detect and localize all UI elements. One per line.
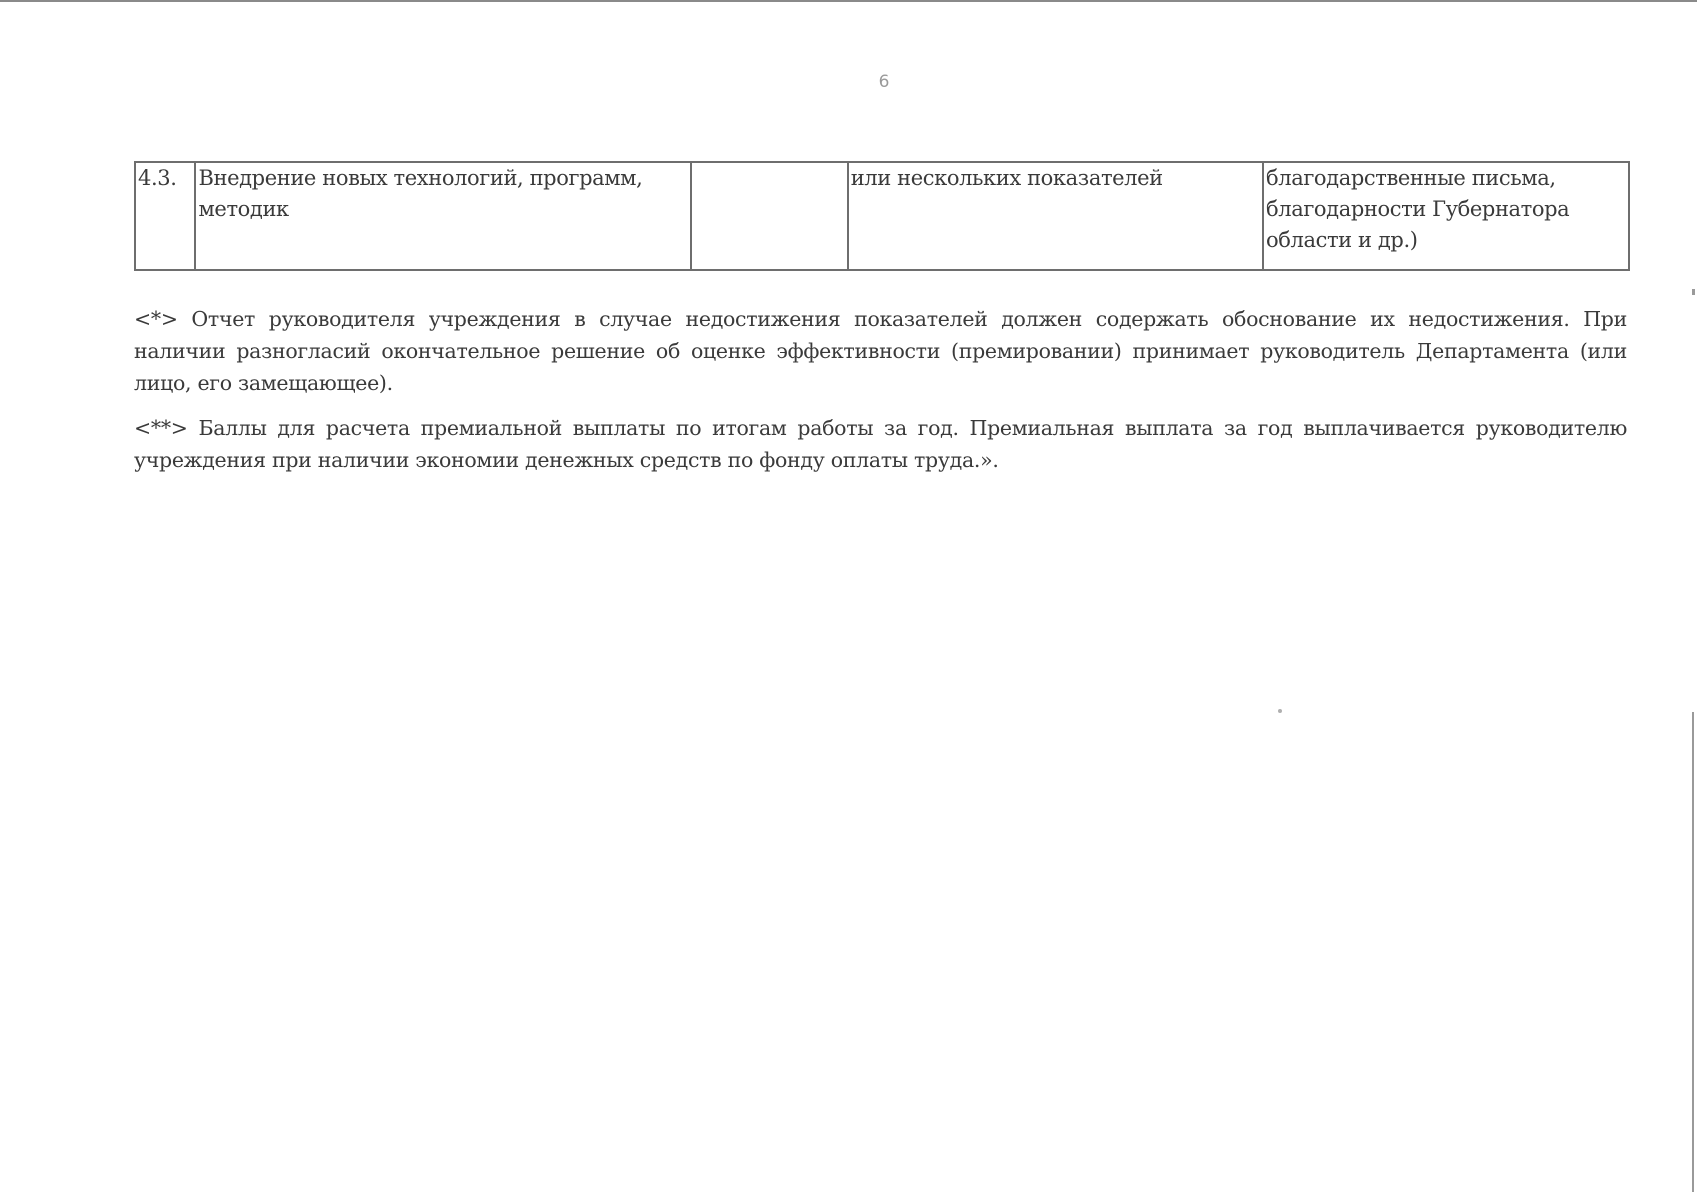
top-border-line <box>0 0 1697 2</box>
indicator-cell: или нескольких показателей <box>848 162 1263 270</box>
criteria-table <box>134 161 1630 271</box>
empty-cell <box>691 162 847 270</box>
footnotes <box>134 303 1627 489</box>
table-row <box>135 162 1629 270</box>
scan-edge-line <box>1692 712 1694 1192</box>
criterion-name-cell: Внедрение новых технологий, программ, методик <box>195 162 691 270</box>
footnote-1: <*> Отчет руководителя учреждения в случае недостижения показателей должен содержать обоснование их недостижения. При наличии разногласий окончательное решение об оценке эффективности (премировании) принимает руководитель Департамента (или лицо, его замещающее). <box>134 307 1627 395</box>
scan-edge-mark <box>1692 289 1695 295</box>
scan-speck <box>1278 709 1282 713</box>
page-number: 6 <box>878 72 890 92</box>
note-cell: благодарственные письма, благодарности Губернатора области и др.) <box>1263 162 1629 270</box>
footnote-2: <**> Баллы для расчета премиальной выплаты по итогам работы за год. Премиальная выплата за год выплачивается руководителю учреждения при наличии экономии денежных средств по фонду оплаты труда.». <box>134 416 1627 472</box>
row-number-cell: 4.3. <box>135 162 195 270</box>
